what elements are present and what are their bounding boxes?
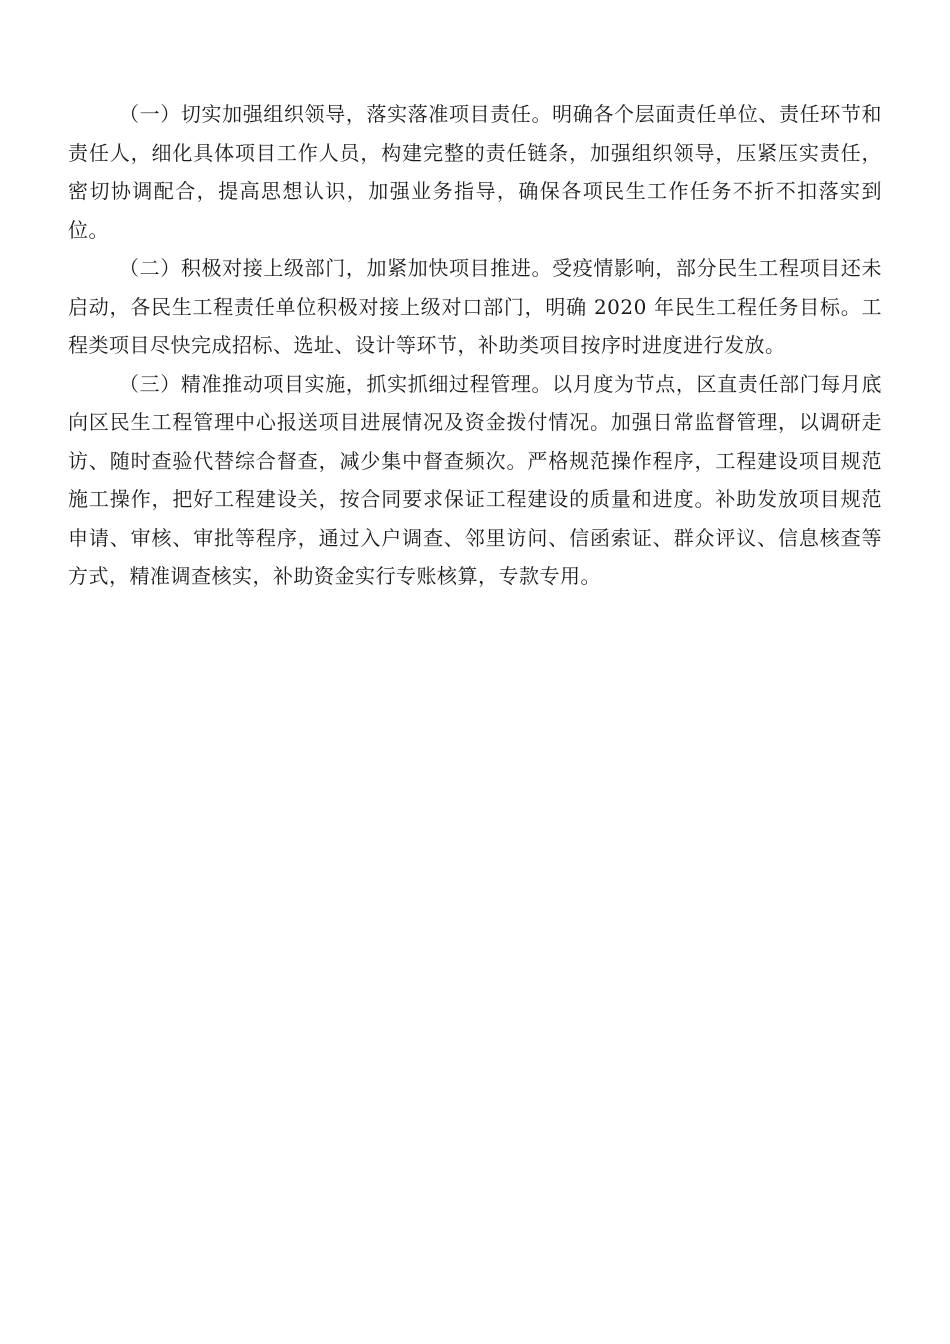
paragraph-2: （二）积极对接上级部门，加紧加快项目推进。受疫情影响，部分民生工程项目还未启动，各民生工程责任单位积极对接上级对口部门，明确 2020 年民生工程任务目标。工程类项目尽快完成招标、选址、设计等环节，补助类项目按序时进度进行发放。 [68,256,882,357]
document-body [68,95,882,596]
paragraph-1: （一）切实加强组织领导，落实落准项目责任。明确各个层面责任单位、责任环节和责任人，细化具体项目工作人员，构建完整的责任链条，加强组织领导，压紧压实责任，密切协调配合，提高思想认识，加强业务指导，确保各项民生工作任务不折不扣落实到位。 [68,102,882,242]
paragraph-3: （三）精准推动项目实施，抓实抓细过程管理。以月度为节点，区直责任部门每月底向区民生工程管理中心报送项目进展情况及资金拨付情况。加强日常监督管理，以调研走访、随时查验代替综合督查，减少集中督查频次。严格规范操作程序，工程建设项目规范施工操作，把好工程建设关，按合同要求保证工程建设的质量和进度。补助发放项目规范申请、审核、审批等程序，通过入户调查、邻里访问、信函索证、群众评议、信息核查等方式，精准调查核实，补助资金实行专账核算，专款专用。 [68,371,882,588]
